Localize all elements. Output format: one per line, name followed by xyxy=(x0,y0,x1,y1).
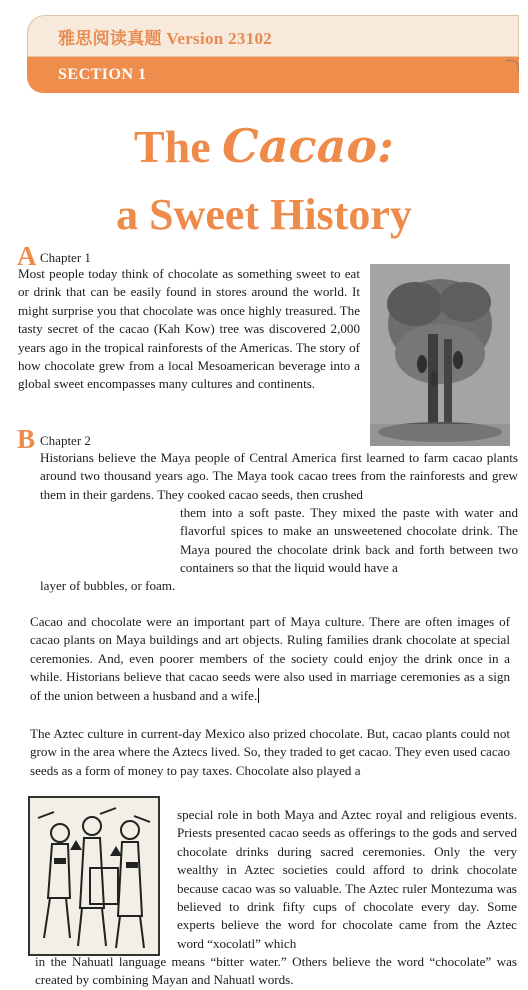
section-b-paragraph-1c: layer of bubbles, or foam. xyxy=(40,578,176,593)
section-b-paragraph-1a: Historians believe the Maya people of Central America first learned to farm cacao plants around two thousand years ago. The Maya took cacao trees from the rainforests and grew them in their gardens. They cooked cacao seeds, then crushed xyxy=(40,450,518,502)
section-label: SECTION 1 xyxy=(58,66,147,83)
section-b-paragraph-4b: in the Nahuatl language means “bitter water.” Others believe the word “chocolate” was created by combining Mayan and Nahuatl words. xyxy=(35,954,517,988)
aztec-illustration xyxy=(28,796,160,956)
drop-letter-a: A xyxy=(17,241,37,271)
header-title: 雅思阅读真题 Version 23102 xyxy=(58,29,273,48)
title-line-2: a Sweet History xyxy=(116,190,412,239)
section-b-paragraph-1b: them into a soft paste. They mixed the paste with water and flavorful spices to make an unsweetened chocolate drink. The Maya poured the chocolate drink back and forth between two containers so that the liquid would have a xyxy=(180,505,518,576)
drop-letter-b: B xyxy=(17,424,36,454)
aztec-drawing xyxy=(30,798,158,954)
title-plain: The xyxy=(133,121,223,172)
section-b-paragraph-4a: special role in both Maya and Aztec royal and religious events. Priests presented cacao seeds as offerings to the gods and served chocolate drinks during sacred ceremonies. Only the very wealthy in Aztec societies could afford to drink chocolate because cacao was so valuable. The Aztec ruler Montezuma was believed to drink fifty cups of chocolate every day. Some experts believe the word for chocolate came from the Aztec word “xocolatl” which xyxy=(177,807,517,951)
text-cursor xyxy=(258,688,259,703)
chapter-2-label: Chapter 2 xyxy=(40,433,91,448)
title-line-1 xyxy=(0,118,528,175)
title-script: Cacao: xyxy=(222,119,395,173)
cacao-tree-illustration xyxy=(370,264,510,446)
paragraph-2-text: Cacao and chocolate were an important part of Maya culture. There are often images of cacao plants on Maya buildings and art objects. Ruling families drank chocolate at special ceremonies. And, even poorer members of the society could enjoy the drink once in a while. Historians believe that cacao seeds were also used in marriage ceremonies as a sign of the union between a husband and a wife. xyxy=(30,614,510,703)
cacao-tree-image xyxy=(370,264,510,446)
section-b-paragraph-3: The Aztec culture in current-day Mexico also prized chocolate. But, cacao plants could not grow in the area where the Aztecs lived. So, they traded to get cacao. They even used cacao seeds as a form of money to pay taxes. Chocolate also played a xyxy=(30,726,510,778)
section-a-paragraph: Most people today think of chocolate as something sweet to eat or drink that can be easily found in stores around the world. It might surprise you that chocolate was once highly treasured. The tasty secret of the cacao (Kah Kow) tree was discovered 2,000 years ago in the tropical rainforests of the Americas. The story of how chocolate grew from a local Mesoamerican beverage into a global sweet encompasses many cultures and continents. xyxy=(18,266,360,392)
corner-decoration xyxy=(506,60,519,73)
section-b-paragraph-2 xyxy=(30,613,510,705)
chapter-1-label: Chapter 1 xyxy=(40,250,91,265)
